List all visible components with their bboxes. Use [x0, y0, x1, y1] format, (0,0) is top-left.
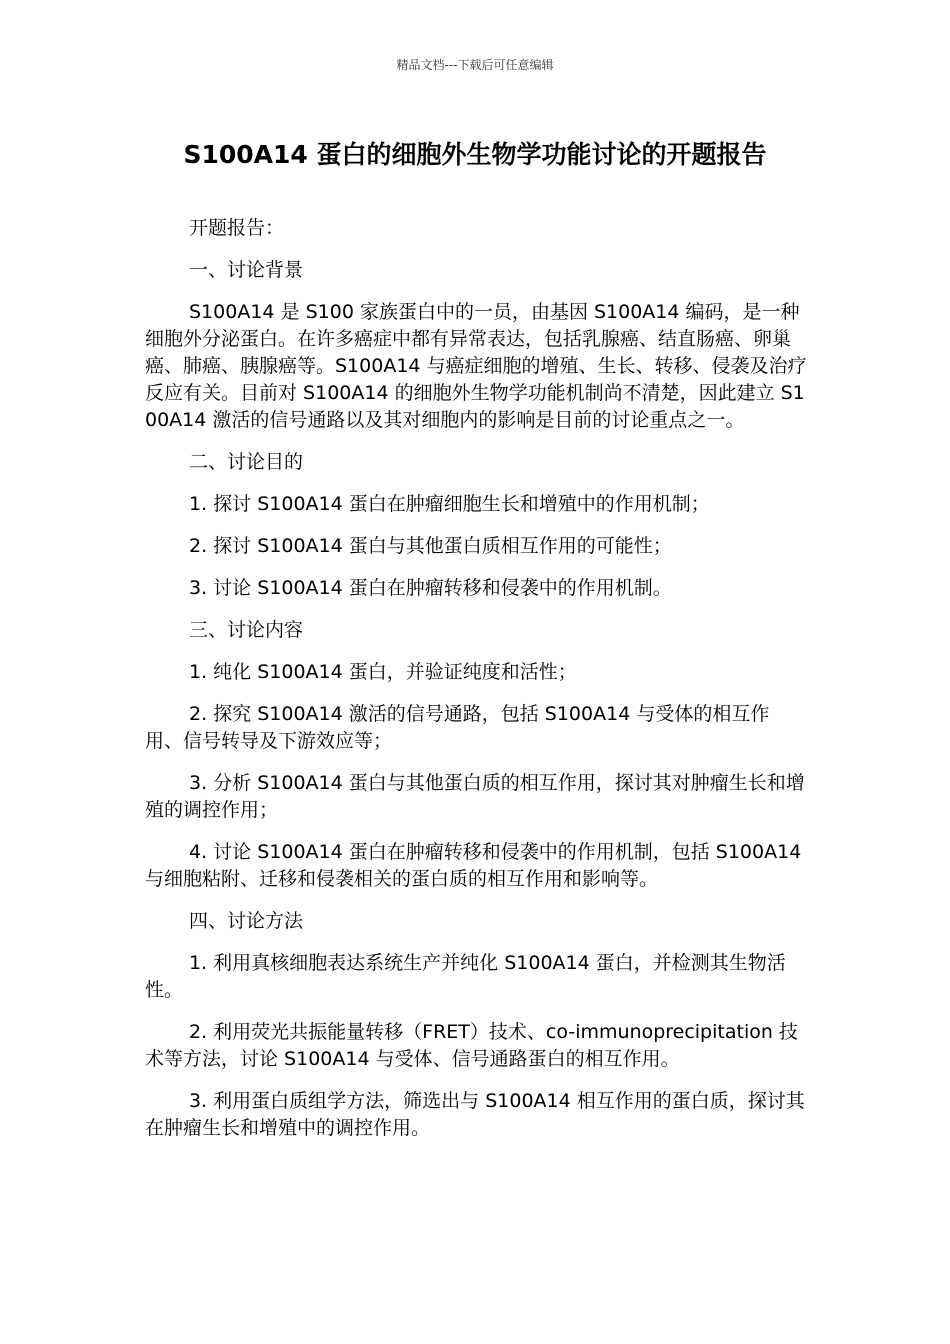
content-item-1: 1. 纯化 S100A14 蛋白，并验证纯度和活性；: [189, 661, 577, 683]
purpose-item-3: 3. 讨论 S100A14 蛋白在肿瘤转移和侵袭中的作用机制。: [189, 577, 672, 599]
content-item-3: 3. 分析 S100A14 蛋白与其他蛋白质的相互作用，探讨其对肿瘤生长和增殖的调控作用；: [145, 772, 805, 821]
document-title: S100A14 蛋白的细胞外生物学功能讨论的开题报告: [183, 140, 767, 169]
section-heading-purpose: 二、讨论目的: [189, 451, 304, 473]
content-item-2: 2. 探究 S100A14 激活的信号通路，包括 S100A14 与受体的相互作用、信号转导及下游效应等；: [145, 703, 770, 752]
purpose-item-2: 2. 探讨 S100A14 蛋白与其他蛋白质相互作用的可能性；: [189, 535, 672, 557]
section-heading-methods: 四、讨论方法: [189, 910, 304, 932]
methods-item-1: 1. 利用真核细胞表达系统生产并纯化 S100A14 蛋白，并检测其生物活性。: [145, 952, 786, 1001]
purpose-item-1: 1. 探讨 S100A14 蛋白在肿瘤细胞生长和增殖中的作用机制；: [189, 493, 710, 515]
methods-item-2: 2. 利用荧光共振能量转移（FRET）技术、co-immunoprecipitation 技术等方法，讨论 S100A14 与受体、信号通路蛋白的相互作用。: [145, 1021, 798, 1070]
paragraph-report-label: 开题报告：: [189, 217, 285, 239]
methods-item-3: 3. 利用蛋白质组学方法，筛选出与 S100A14 相互作用的蛋白质，探讨其在肿瘤生长和增殖中的调控作用。: [145, 1090, 805, 1139]
section-heading-content: 三、讨论内容: [189, 619, 304, 641]
document-body: [145, 215, 807, 1157]
section-heading-background: 一、讨论背景: [189, 259, 304, 281]
paragraph-background: S100A14 是 S100 家族蛋白中的一员，由基因 S100A14 编码，是一种细胞外分泌蛋白。在许多癌症中都有异常表达，包括乳腺癌、结直肠癌、卵巢癌、肺癌、胰腺癌等。S100A14 与癌症细胞的增殖、生长、转移、侵袭及治疗反应有关。目前对 S100A14 的细胞外生物学功能机制尚不清楚，因此建立 S100A14 激活的信号通路以及其对细胞内的影响是目前的讨论重点之一。: [145, 301, 807, 431]
content-item-4: 4. 讨论 S100A14 蛋白在肿瘤转移和侵袭中的作用机制，包括 S100A14 与细胞粘附、迁移和侵袭相关的蛋白质的相互作用和影响等。: [145, 841, 802, 890]
running-header: 精品文档---下载后可任意编辑: [396, 58, 554, 72]
